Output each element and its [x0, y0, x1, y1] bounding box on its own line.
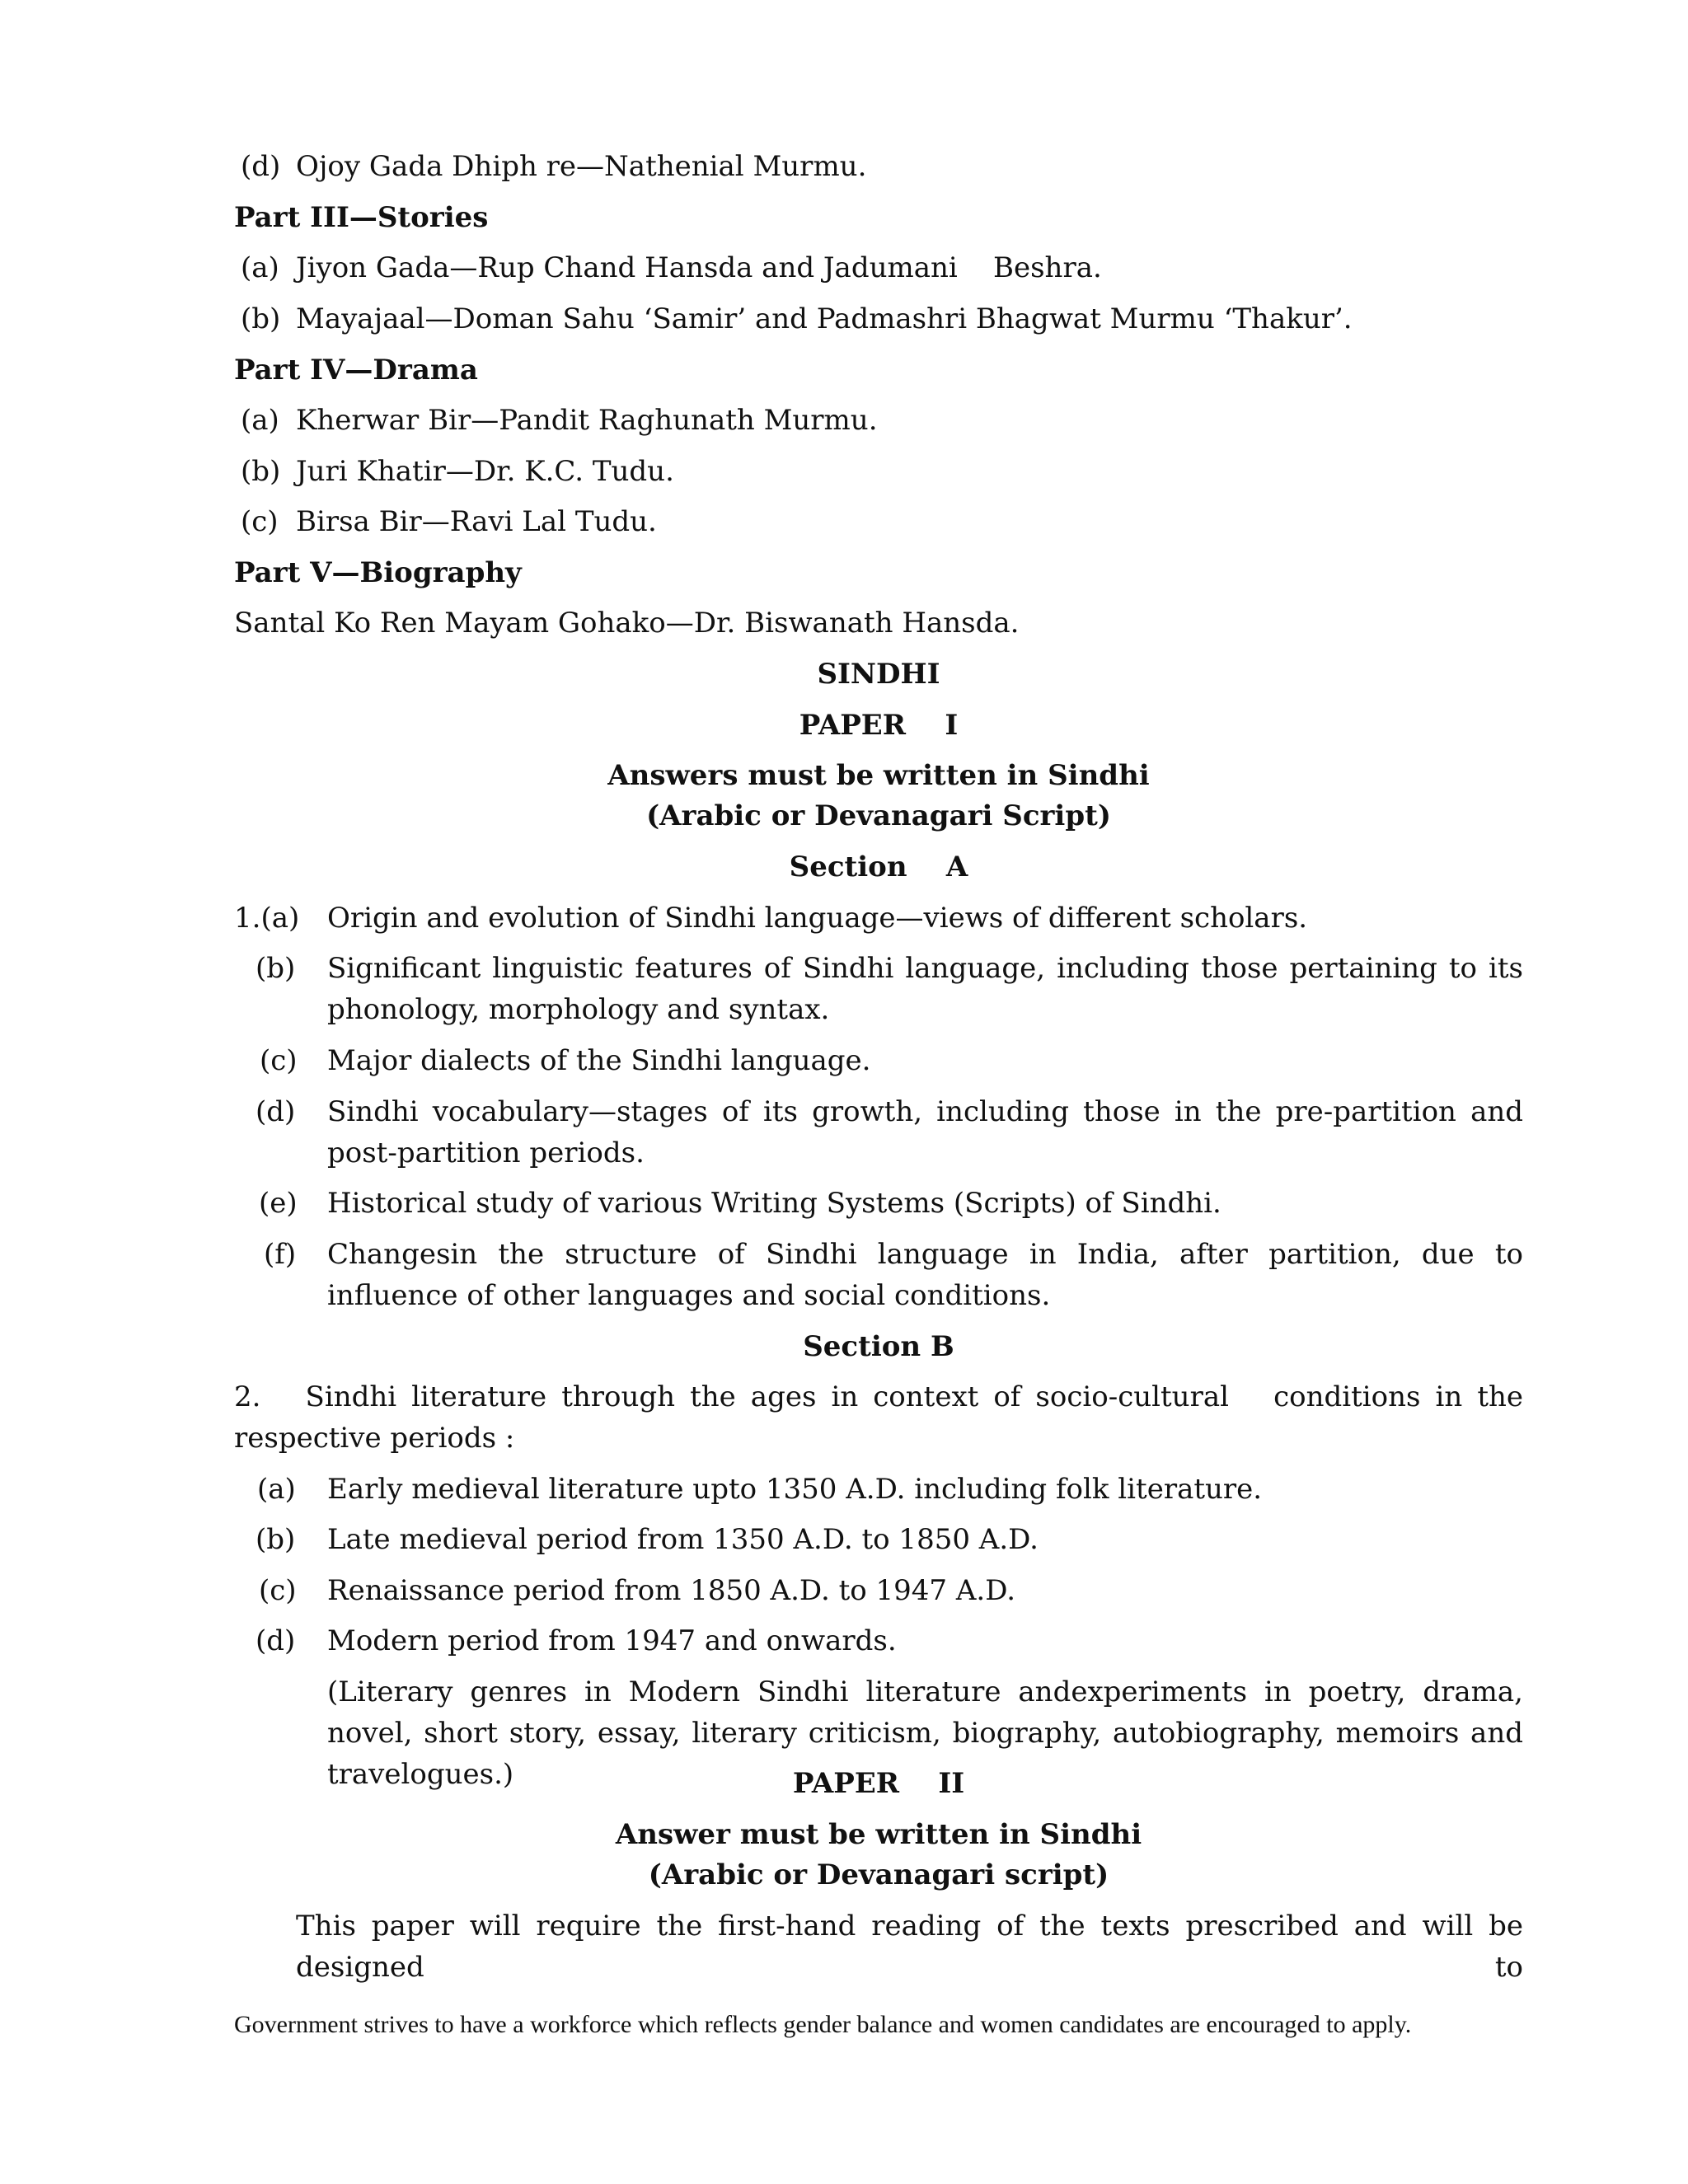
subject-title: SINDHI: [817, 658, 940, 691]
item-label: (c): [241, 505, 279, 538]
literary-genres-note: (Literary genres in Modern Sindhi literature andexperiments in poetry, drama, novel, short story, essay, literary criticism, biography, autobiography, memoirs and travelogues.): [327, 1675, 1523, 1791]
item-text: Sindhi vocabulary—stages of its growth, including those in the pre-partition and post-partition periods.: [327, 1095, 1523, 1169]
item-label: (c): [259, 1574, 297, 1607]
item-label: (a): [257, 1473, 296, 1506]
part-heading: Part V—Biography: [234, 556, 522, 589]
item-text: Renaissance period from 1850 A.D. to 1947 A.D.: [327, 1574, 1016, 1607]
item-label: (d): [256, 1095, 296, 1128]
item-text: Jiyon Gada—Rup Chand Hansda and Jadumani Beshra.: [296, 251, 1102, 284]
item-text: Major dialects of the Sindhi language.: [327, 1044, 871, 1077]
item-text: Mayajaal—Doman Sahu ‘Samir’ and Padmashri Bhagwat Murmu ‘Thakur’.: [296, 302, 1353, 335]
item-text: Late medieval period from 1350 A.D. to 1850 A.D.: [327, 1523, 1039, 1556]
paper-heading: PAPER I: [799, 709, 959, 742]
item-label: 1.(a): [234, 902, 300, 935]
paper-intro: This paper will require the first-hand reading of the texts prescribed and will be designed to: [296, 1910, 1523, 1984]
item-text: Kherwar Bir—Pandit Raghunath Murmu.: [296, 404, 878, 437]
page-footer: Government strives to have a workforce which reflects gender balance and women candidates are encouraged to apply.: [234, 2011, 1412, 2038]
paper-instruction: (Arabic or Devanagari Script): [646, 799, 1111, 832]
item-text: Birsa Bir—Ravi Lal Tudu.: [296, 505, 657, 538]
item-label: (b): [256, 1523, 296, 1556]
item-label: (d): [241, 150, 281, 183]
item-label: (b): [241, 455, 281, 488]
item-text: Modern period from 1947 and onwards.: [327, 1624, 897, 1657]
item-label: (a): [241, 251, 279, 284]
item-label: (c): [260, 1044, 298, 1077]
paper-instruction: Answers must be written in Sindhi: [607, 759, 1150, 792]
section-heading: Section A: [789, 851, 968, 883]
biography-text: Santal Ko Ren Mayam Gohako—Dr. Biswanath Hansda.: [234, 607, 1020, 640]
item-text: Early medieval literature upto 1350 A.D. including folk literature.: [327, 1473, 1263, 1506]
section-heading: Section B: [803, 1330, 954, 1363]
item-label: (d): [256, 1624, 296, 1657]
item-label: (e): [259, 1187, 298, 1220]
item-label: (b): [256, 952, 296, 985]
paper-instruction: Answer must be written in Sindhi: [615, 1818, 1142, 1851]
paper-instruction: (Arabic or Devanagari script): [648, 1858, 1109, 1891]
item-text: Origin and evolution of Sindhi language—views of different scholars.: [327, 902, 1308, 935]
item-text: Significant linguistic features of Sindhi language, including those pertaining to its phonology, morphology and syntax.: [327, 952, 1523, 1026]
paper-heading: PAPER II: [792, 1767, 965, 1800]
part-heading: Part III—Stories: [234, 201, 489, 234]
item-label: (f): [264, 1238, 297, 1271]
item-label: (a): [241, 404, 279, 437]
item-text: Historical study of various Writing Systems (Scripts) of Sindhi.: [327, 1187, 1221, 1220]
item-label: (b): [241, 302, 281, 335]
item-text: Changesin the structure of Sindhi language in India, after partition, due to influence of other languages and social conditions.: [327, 1238, 1523, 1312]
section-intro: 2. Sindhi literature through the ages in context of socio-cultural conditions in the respective periods :: [234, 1380, 1532, 1455]
item-text: Ojoy Gada Dhiph re—Nathenial Murmu.: [296, 150, 867, 183]
part-heading: Part IV—Drama: [234, 354, 478, 387]
item-text: Juri Khatir—Dr. K.C. Tudu.: [296, 455, 674, 488]
